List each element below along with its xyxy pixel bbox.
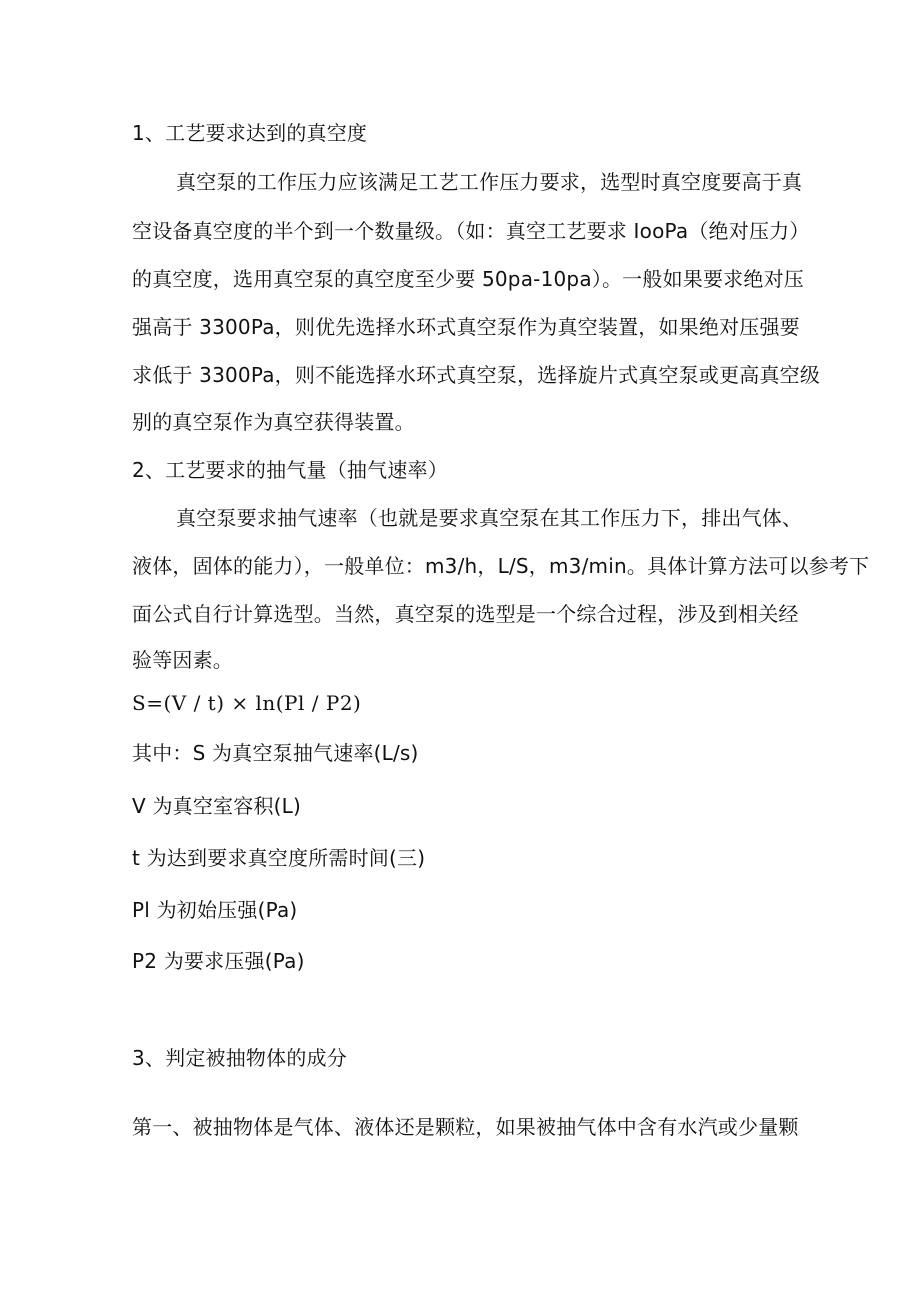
definition-s: 其中：S 为真空泵抽气速率(L/s) [132,741,419,765]
section-1-line-1: 真空泵的工作压力应该满足工艺工作压力要求，选型时真空度要高于真 [176,170,803,194]
section-1-line-5: 求低于 3300Pa，则不能选择水环式真空泵，选择旋片式真空泵或更高真空级 [132,363,821,387]
definition-t: t 为达到要求真空度所需时间(三) [132,846,426,870]
section-2-line-2: 液体，固体的能力），一般单位：m3/h，L/S，m3/min。具体计算方法可以参考下 [132,554,870,578]
section-1-line-3: 的真空度，选用真空泵的真空度至少要 50pa-10pa）。一般如果要求绝对压 [132,267,804,291]
section-2-line-4: 验等因素。 [132,648,233,672]
section-1-line-4: 强高于 3300Pa，则优先选择水环式真空泵作为真空装置，如果绝对压强要 [132,315,800,339]
section-1-line-2: 空设备真空度的半个到一个数量级。（如：真空工艺要求 IooPa（绝对压力） [132,219,810,243]
section-1-line-6: 别的真空泵作为真空获得装置。 [132,410,415,434]
section-3-line-1: 第一、被抽物体是气体、液体还是颗粒，如果被抽气体中含有水汽或少量颗 [132,1115,799,1139]
definition-p1: Pl 为初始压强(Pa) [132,898,298,922]
definition-p2: P2 为要求压强(Pa) [132,949,305,973]
section-2-line-1: 真空泵要求抽气速率（也就是要求真空泵在其工作压力下，排出气体、 [176,506,803,530]
formula: S=(V / t) × ln(Pl / P2) [132,691,362,715]
section-3-heading: 3、判定被抽物体的成分 [132,1046,347,1070]
section-2-line-3: 面公式自行计算选型。当然，真空泵的选型是一个综合过程，涉及到相关经 [132,602,799,626]
definition-v: V 为真空室容积(L) [132,794,301,818]
section-2-heading: 2、工艺要求的抽气量（抽气速率） [132,458,448,482]
section-1-heading: 1、工艺要求达到的真空度 [132,121,368,145]
